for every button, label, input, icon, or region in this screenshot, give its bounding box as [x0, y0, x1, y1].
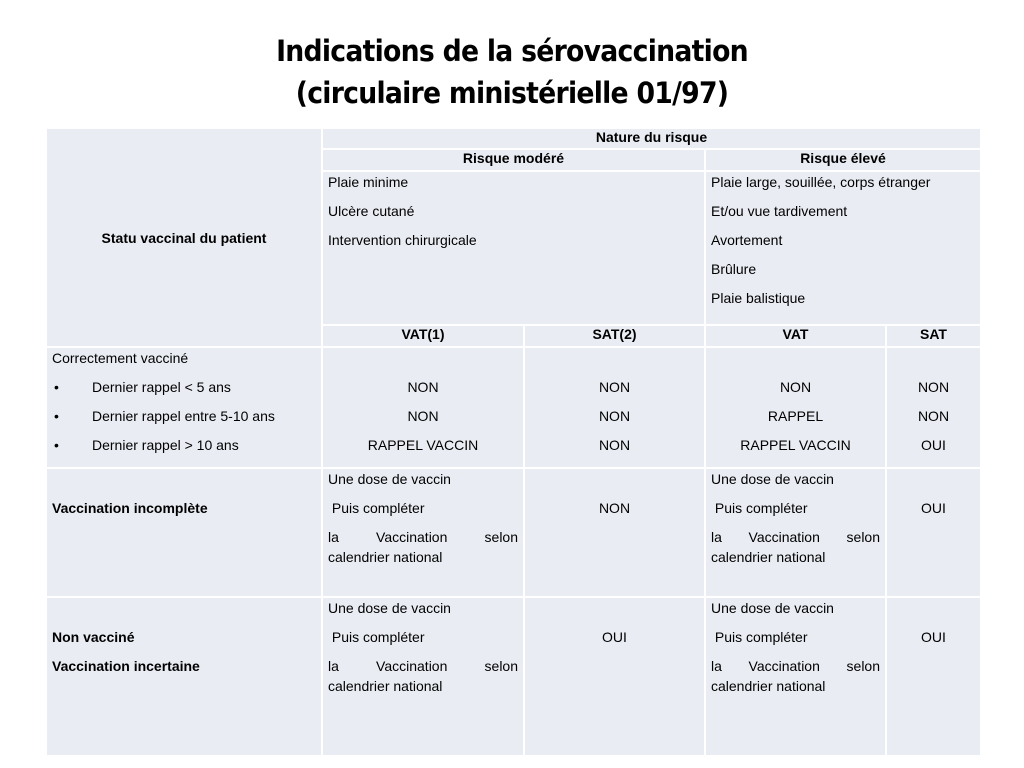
correctly-vaccinated-cell: [46, 347, 322, 468]
high-risk-header: Risque élevé: [705, 149, 981, 171]
dose-line: la Vaccination selon: [711, 529, 880, 545]
dose-instructions-moderate: [322, 468, 524, 597]
row-header-cell: [46, 128, 322, 347]
dose-line: Une dose de vaccin: [711, 471, 834, 487]
title-line-1: Indications de la sérovaccination: [276, 34, 748, 68]
dose-line: calendrier national: [711, 678, 826, 694]
incomplete-sat-moderate: [524, 468, 705, 597]
table-cell: OUI: [921, 437, 946, 453]
high-item: Plaie large, souillée, corps étranger: [711, 174, 931, 190]
row-header-label: Statu vaccinal du patient: [101, 229, 267, 246]
dose-line: Une dose de vaccin: [328, 471, 451, 487]
col-header-vat-high: VAT: [705, 325, 886, 347]
moderate-item: Plaie minime: [328, 174, 409, 190]
vat-moderate-values: [322, 347, 524, 468]
list-item: [52, 435, 316, 464]
correctly-vaccinated-label: Correctement vacciné: [52, 350, 189, 366]
dose-line: calendrier national: [328, 549, 443, 565]
table-cell: OUI: [602, 629, 627, 645]
sat-high-values: [886, 347, 981, 468]
table-cell: OUI: [921, 500, 946, 516]
table-cell: NON: [407, 408, 439, 424]
dose-line: Puis compléter: [711, 629, 808, 645]
list-item: [52, 377, 316, 406]
incomplete-vaccination-label: Vaccination incomplète: [52, 500, 208, 516]
dose-line: Une dose de vaccin: [711, 600, 834, 616]
col-header-sat-high: SAT: [886, 325, 981, 347]
last-booster-gt10: Dernier rappel > 10 ans: [92, 437, 239, 453]
dose-line: la Vaccination selon: [328, 529, 518, 545]
slide-title: [41, 30, 983, 114]
dose-instructions-moderate: [322, 597, 524, 756]
not-vaccinated-label: Non vacciné: [52, 629, 135, 645]
high-item: Avortement: [711, 232, 783, 248]
sat-moderate-values: [524, 347, 705, 468]
high-item: Brûlure: [711, 261, 757, 277]
not-vaccinated-cell: [46, 597, 322, 756]
moderate-risk-list: [322, 171, 705, 325]
high-item: Et/ou vue tardivement: [711, 203, 848, 219]
table-cell: NON: [598, 500, 631, 516]
none-sat-moderate: [524, 597, 705, 756]
list-item: [52, 406, 316, 435]
high-item: Plaie balistique: [711, 290, 806, 306]
none-sat-high: [886, 597, 981, 756]
dose-line: calendrier national: [711, 549, 826, 565]
table-cell: RAPPEL VACCIN: [740, 437, 851, 453]
bullet-icon: •: [54, 437, 59, 453]
dose-instructions-high: [705, 597, 886, 756]
vat-high-values: [705, 347, 886, 468]
moderate-risk-header: Risque modéré: [322, 149, 705, 171]
col-header-sat-moderate: SAT(2): [524, 325, 705, 347]
dose-line: la Vaccination selon: [711, 658, 880, 674]
bullet-icon: •: [54, 408, 59, 424]
table-cell: NON: [407, 379, 439, 395]
serovaccination-table: [45, 127, 982, 757]
table-cell: NON: [917, 379, 950, 395]
dose-line: la Vaccination selon: [328, 658, 518, 674]
table-cell: RAPPEL VACCIN: [367, 437, 479, 453]
dose-line: calendrier national: [328, 678, 443, 694]
incomplete-vaccination-cell: [46, 468, 322, 597]
table-cell: NON: [598, 408, 631, 424]
high-risk-list: [705, 171, 981, 325]
dose-line: Puis compléter: [328, 629, 425, 645]
table-cell: NON: [917, 408, 950, 424]
dose-line: Puis compléter: [328, 500, 425, 516]
moderate-item: Ulcère cutané: [328, 203, 415, 219]
last-booster-lt5: Dernier rappel < 5 ans: [92, 379, 231, 395]
table-cell: NON: [598, 437, 631, 453]
dose-instructions-high: [705, 468, 886, 597]
table-cell: NON: [598, 379, 631, 395]
table-cell: RAPPEL: [767, 408, 824, 424]
bullet-icon: •: [54, 379, 59, 395]
title-line-2: (circulaire ministérielle 01/97): [295, 76, 729, 110]
last-booster-5-10: Dernier rappel entre 5-10 ans: [92, 408, 275, 424]
dose-line: Puis compléter: [711, 500, 808, 516]
table-cell: NON: [779, 379, 812, 395]
col-header-vat-moderate: VAT(1): [322, 325, 524, 347]
uncertain-vaccination-label: Vaccination incertaine: [52, 658, 200, 674]
incomplete-sat-high: [886, 468, 981, 597]
dose-line: Une dose de vaccin: [328, 600, 451, 616]
table-cell: OUI: [921, 629, 946, 645]
moderate-item: Intervention chirurgicale: [328, 232, 477, 248]
nature-risk-header: Nature du risque: [322, 128, 981, 149]
